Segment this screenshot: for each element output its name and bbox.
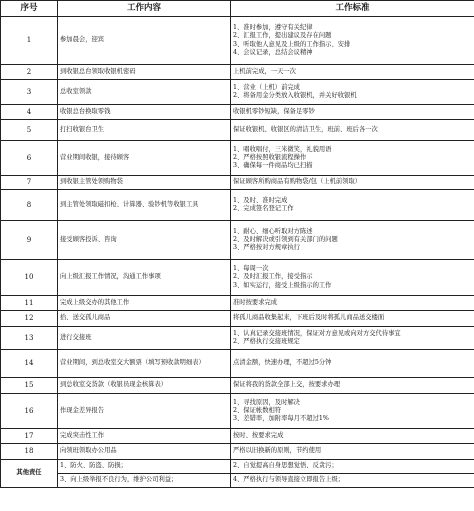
work-content: 拾、送交孤儿商品 [58, 311, 231, 327]
header-row [1, 1, 474, 17]
work-standard [231, 141, 474, 176]
standard-line: 4、会议记录，总结会议精神 [233, 48, 313, 56]
row-number: 8 [1, 190, 58, 221]
standard-line: 2、保证帐数相符 [233, 406, 282, 414]
standard-line: 2、严格执行交接班规定 [233, 338, 300, 345]
work-standard [231, 350, 474, 378]
work-standard [231, 394, 474, 429]
row-number: 10 [1, 260, 58, 296]
work-content: 收银总台换取零钱 [58, 105, 231, 120]
table-row [1, 17, 474, 65]
standard-line: 1、认真记录交接班情况，保证对方意见或向对方交代待事宜 [233, 329, 401, 337]
work-standard [231, 221, 474, 260]
standard-line: 收银机零钞短缺，保备足零钞 [233, 107, 315, 115]
table-row [1, 311, 474, 327]
work-content: 完成上级交办的其他工作 [58, 296, 231, 311]
row-number: 18 [1, 444, 58, 460]
work-standard [231, 311, 474, 327]
table-row [1, 429, 474, 444]
header-content: 工作内容 [58, 1, 231, 17]
work-content: 向领班领取办公用品 [58, 444, 231, 460]
row-number: 17 [1, 429, 58, 444]
work-standard [231, 378, 474, 394]
row-number: 1 [1, 17, 58, 65]
table-row [1, 327, 474, 350]
work-content: 营业期间收银，接待顾客 [58, 141, 231, 176]
standard-line: 2、及时汇报工作，接受指示 [233, 273, 313, 281]
standard-line: 保证顾客所购商品有购物袋/包（上机前领取） [233, 178, 362, 186]
table-row [1, 141, 474, 176]
work-standard [231, 80, 474, 105]
work-content: 营业期间，到总收室交大额票（填写预收款明细表） [58, 350, 231, 378]
row-number: 3 [1, 80, 58, 105]
work-standard [231, 65, 474, 80]
row-number: 14 [1, 350, 58, 378]
row-number: 4 [1, 105, 58, 120]
row-number: 6 [1, 141, 58, 176]
table-row [1, 221, 474, 260]
standard-line: 保证收银机、收银区的清洁卫生，班前、班后各一次 [233, 125, 378, 133]
standard-line: 3、确保每一件商品均已扫描 [233, 162, 313, 170]
table-row [1, 190, 474, 221]
work-standard [231, 260, 474, 296]
other-responsibility-item: 3、向上级举报不良行为，维护公司利益； [58, 474, 231, 488]
row-number: 15 [1, 378, 58, 394]
work-content: 进行交接班 [58, 327, 231, 350]
work-standard [231, 176, 474, 190]
table-row [1, 105, 474, 120]
row-number: 2 [1, 65, 58, 80]
table-row [1, 444, 474, 460]
standard-line: 1、每周一次 [233, 265, 269, 273]
standard-line: 3、严格按对方规章执行 [233, 244, 300, 252]
work-content: 打扫收银台卫生 [58, 120, 231, 141]
standard-line: 1、寻找原因，及时解决 [233, 398, 300, 406]
row-number: 12 [1, 311, 58, 327]
row-number: 5 [1, 120, 58, 141]
other-responsibility-row [1, 474, 474, 488]
work-content: 接受顾客投诉、咨询 [58, 221, 231, 260]
standard-line: 3、听取他人意见及上级的工作指示、安排 [233, 40, 351, 48]
table-row [1, 120, 474, 141]
standard-line: 严格以旧换新的原则，节约使用 [233, 447, 322, 455]
work-content: 到收银主管处领购物袋 [58, 176, 231, 190]
standard-line: 2、将备用金分类放入收银机，并关好收银机 [233, 92, 357, 99]
work-standard [231, 190, 474, 221]
other-responsibility-item: 1、防火、防盗、防损； [58, 460, 231, 474]
row-number: 13 [1, 327, 58, 350]
other-responsibility-item: 4、严格执行与领导直接立即报告上级； [231, 474, 474, 488]
work-content: 向上级汇报工作情况，沟通工作事项 [58, 260, 231, 296]
standard-line: 1、准时参加，遵守有关纪律 [233, 24, 313, 32]
table-row [1, 296, 474, 311]
standard-line: 按时、按要求完成 [233, 431, 284, 439]
work-content: 参加晨会，迎宾 [58, 17, 231, 65]
work-standard [231, 296, 474, 311]
work-content: 完成突击性工作 [58, 429, 231, 444]
standard-line: 保证将我的货款全部上交，按要求办理 [233, 381, 341, 389]
work-standard [231, 429, 474, 444]
header-no: 序号 [1, 1, 58, 17]
work-standard [231, 17, 474, 65]
table-row [1, 65, 474, 80]
table-row [1, 260, 474, 296]
table-row [1, 350, 474, 378]
work-content: 到主管处领取磁扣枪、计算器、验钞机等收银工具 [58, 190, 231, 221]
work-standard [231, 444, 474, 460]
standard-line: 3、如实运行，接受上级指示的工作 [233, 281, 332, 289]
standard-line: 3、差错率，加附率每月不超过1% [233, 415, 329, 423]
standard-line: 将孤儿商品收集起来，下班后及时将孤儿商品送交楼面 [233, 314, 385, 322]
other-responsibility-item: 2、自觉提高自身思想觉悟、反贪污； [231, 460, 474, 474]
standard-line: 2、严格按照收银流程操作 [233, 153, 307, 161]
standard-line: 准时按要求完成 [233, 298, 278, 306]
row-number: 9 [1, 221, 58, 260]
standard-line: 1、及时、准时完成 [233, 196, 288, 204]
work-content: 作现金差异报告 [58, 394, 231, 429]
table-row [1, 176, 474, 190]
work-content: 到总收室交货款（收银员现金核算表） [58, 378, 231, 394]
table-row [1, 378, 474, 394]
standard-line: 2、及时解决或引领到有关部门的问题 [233, 235, 338, 243]
standard-line: 1、耐心、细心听取对方陈述 [233, 227, 313, 235]
other-responsibility-row [1, 460, 474, 474]
standard-line: 2、汇报工作，提出建议及存在问题 [233, 32, 332, 40]
row-number: 7 [1, 176, 58, 190]
work-content: 总收室领款 [58, 80, 231, 105]
standard-line: 1、营业（上机）前完成 [233, 83, 300, 91]
other-responsibilities-label: 其他责任 [1, 460, 58, 488]
standard-line: 2、完成签名登记工作 [233, 205, 294, 212]
row-number: 11 [1, 296, 58, 311]
work-standard [231, 105, 474, 120]
standard-line: 1、唱收唱付，三米微笑，礼貌用语 [233, 145, 332, 153]
table-row [1, 394, 474, 429]
row-number: 16 [1, 394, 58, 429]
work-standard [231, 120, 474, 141]
standard-line: 点清金额，快速办理，不超过5分钟 [233, 359, 332, 367]
work-standard [231, 327, 474, 350]
header-standard: 工作标准 [231, 1, 474, 17]
work-content: 到收银总台领取收银机密码 [58, 65, 231, 80]
standard-line: 上机前完成，一天一次 [233, 67, 296, 75]
table-row [1, 80, 474, 105]
